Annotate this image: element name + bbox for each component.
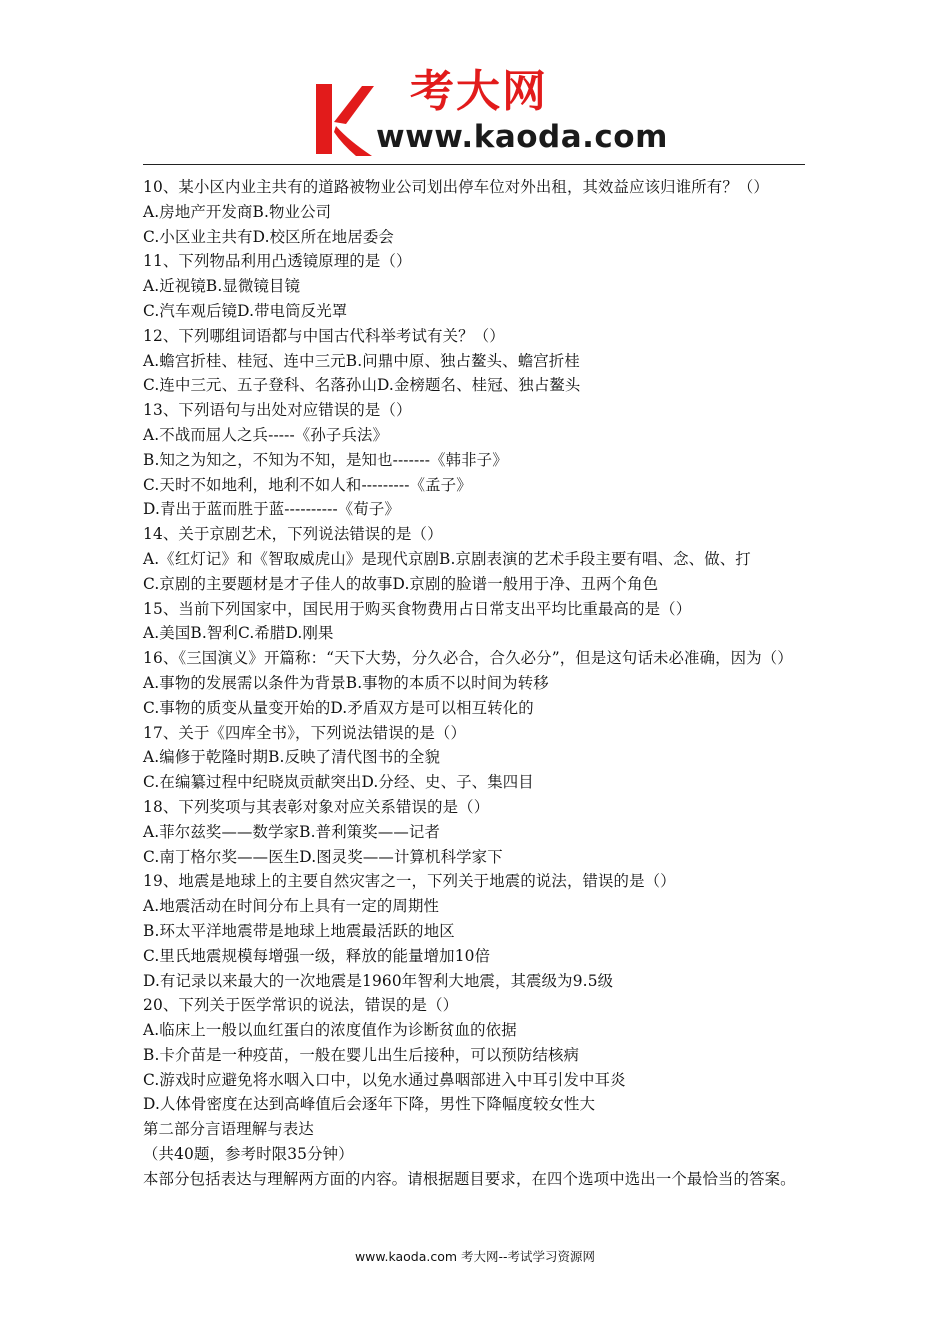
option-line: A.《红灯记》和《智取威虎山》是现代京剧B.京剧表演的艺术手段主要有唱、念、做、打 xyxy=(143,549,751,568)
option-line: D.有记录以来最大的一次地震是1960年智利大地震，其震级为9.5级 xyxy=(143,971,614,990)
question-line: 15、当前下列国家中，国民用于购买食物费用占日常支出平均比重最高的是（） xyxy=(143,599,692,618)
question-line: 16、《三国演义》开篇称：“天下大势，分久必合，合久必分”，但是这句话未必准确，因为（） xyxy=(143,649,793,668)
option-line: A.事物的发展需以条件为背景B.事物的本质不以时间为转移 xyxy=(143,673,549,692)
section-heading: 第二部分言语理解与表达 xyxy=(143,1120,314,1139)
question-line: 18、下列奖项与其表彰对象对应关系错误的是（） xyxy=(143,797,490,816)
option-line: A.不战而屈人之兵-----《孙子兵法》 xyxy=(143,425,389,444)
page-footer[interactable]: www.kaoda.com 考大网--考试学习资源网 xyxy=(354,1249,596,1264)
option-line: A.地震活动在时间分布上具有一定的周期性 xyxy=(143,897,440,916)
logo-url: www.kaoda.com xyxy=(376,119,668,155)
option-line: A.房地产开发商B.物业公司 xyxy=(143,202,332,221)
question-line: 12、下列哪组词语都与中国古代科举考试有关？（） xyxy=(143,326,505,345)
question-line: 19、地震是地球上的主要自然灾害之一，下列关于地震的说法，错误的是（） xyxy=(143,872,676,891)
option-line: B.环太平洋地震带是地球上地震最活跃的地区 xyxy=(143,921,455,940)
option-line: A.编修于乾隆时期B.反映了清代图书的全貌 xyxy=(143,748,440,767)
k-swoosh-logo-icon xyxy=(312,82,374,156)
option-line: D.人体骨密度在达到高峰值后会逐年下降，男性下降幅度较女性大 xyxy=(143,1095,596,1114)
option-line: C.汽车观后镜D.带电筒反光罩 xyxy=(143,301,348,320)
option-line: A.菲尔兹奖——数学家B.普利策奖——记者 xyxy=(143,822,440,841)
section-intro: 本部分包括表达与理解两方面的内容。请根据题目要求，在四个选项中选出一个最恰当的答案。 xyxy=(143,1169,796,1188)
header-divider xyxy=(143,164,805,165)
option-line: C.事物的质变从量变开始的D.矛盾双方是可以相互转化的 xyxy=(143,698,534,717)
question-line: 14、关于京剧艺术，下列说法错误的是（） xyxy=(143,525,443,544)
option-line: D.青出于蓝而胜于蓝----------《荀子》 xyxy=(143,500,400,519)
option-line: C.里氏地震规模每增强一级，释放的能量增加10倍 xyxy=(143,946,491,965)
question-content xyxy=(143,175,811,1192)
option-line: B.卡介苗是一种疫苗，一般在婴儿出生后接种，可以预防结核病 xyxy=(143,1045,580,1064)
logo-title: 考大网 xyxy=(410,66,548,117)
option-line: A.近视镜B.显微镜目镜 xyxy=(143,277,301,296)
option-line: A.美国B.智利C.希腊D.刚果 xyxy=(143,624,334,643)
question-line: 17、关于《四库全书》，下列说法错误的是（） xyxy=(143,723,466,742)
question-line: 10、某小区内业主共有的道路被物业公司划出停车位对外出租，其效益应该归谁所有？（） xyxy=(143,178,769,196)
option-line: C.南丁格尔奖——医生D.图灵奖——计算机科学家下 xyxy=(143,847,503,866)
section-subheading: （共40题，参考时限35分钟） xyxy=(143,1145,354,1164)
kaoda-logo[interactable] xyxy=(312,66,668,160)
option-line: C.在编纂过程中纪晓岚贡献突出D.分经、史、子、集四目 xyxy=(143,773,534,792)
option-line: C.连中三元、五子登科、名落孙山D.金榜题名、桂冠、独占鳌头 xyxy=(143,376,581,395)
option-line: A.蟾宫折桂、桂冠、连中三元B.问鼎中原、独占鳌头、蟾宫折桂 xyxy=(143,351,580,370)
option-line: C.京剧的主要题材是才子佳人的故事D.京剧的脸谱一般用于净、丑两个角色 xyxy=(143,574,659,593)
option-line: C.天时不如地利，地利不如人和---------《孟子》 xyxy=(143,475,472,494)
question-line: 20、下列关于医学常识的说法，错误的是（） xyxy=(143,996,459,1015)
question-line: 11、下列物品利用凸透镜原理的是（） xyxy=(143,252,412,271)
option-line: C.小区业主共有D.校区所在地居委会 xyxy=(143,227,394,246)
option-line: A.临床上一般以血红蛋白的浓度值作为诊断贫血的依据 xyxy=(143,1021,517,1040)
question-line: 13、下列语句与出处对应错误的是（） xyxy=(143,401,412,420)
option-line: C.游戏时应避免将水咽入口中，以免水通过鼻咽部进入中耳引发中耳炎 xyxy=(143,1070,626,1089)
option-line: B.知之为知之，不知为不知，是知也-------《韩非子》 xyxy=(143,450,508,469)
